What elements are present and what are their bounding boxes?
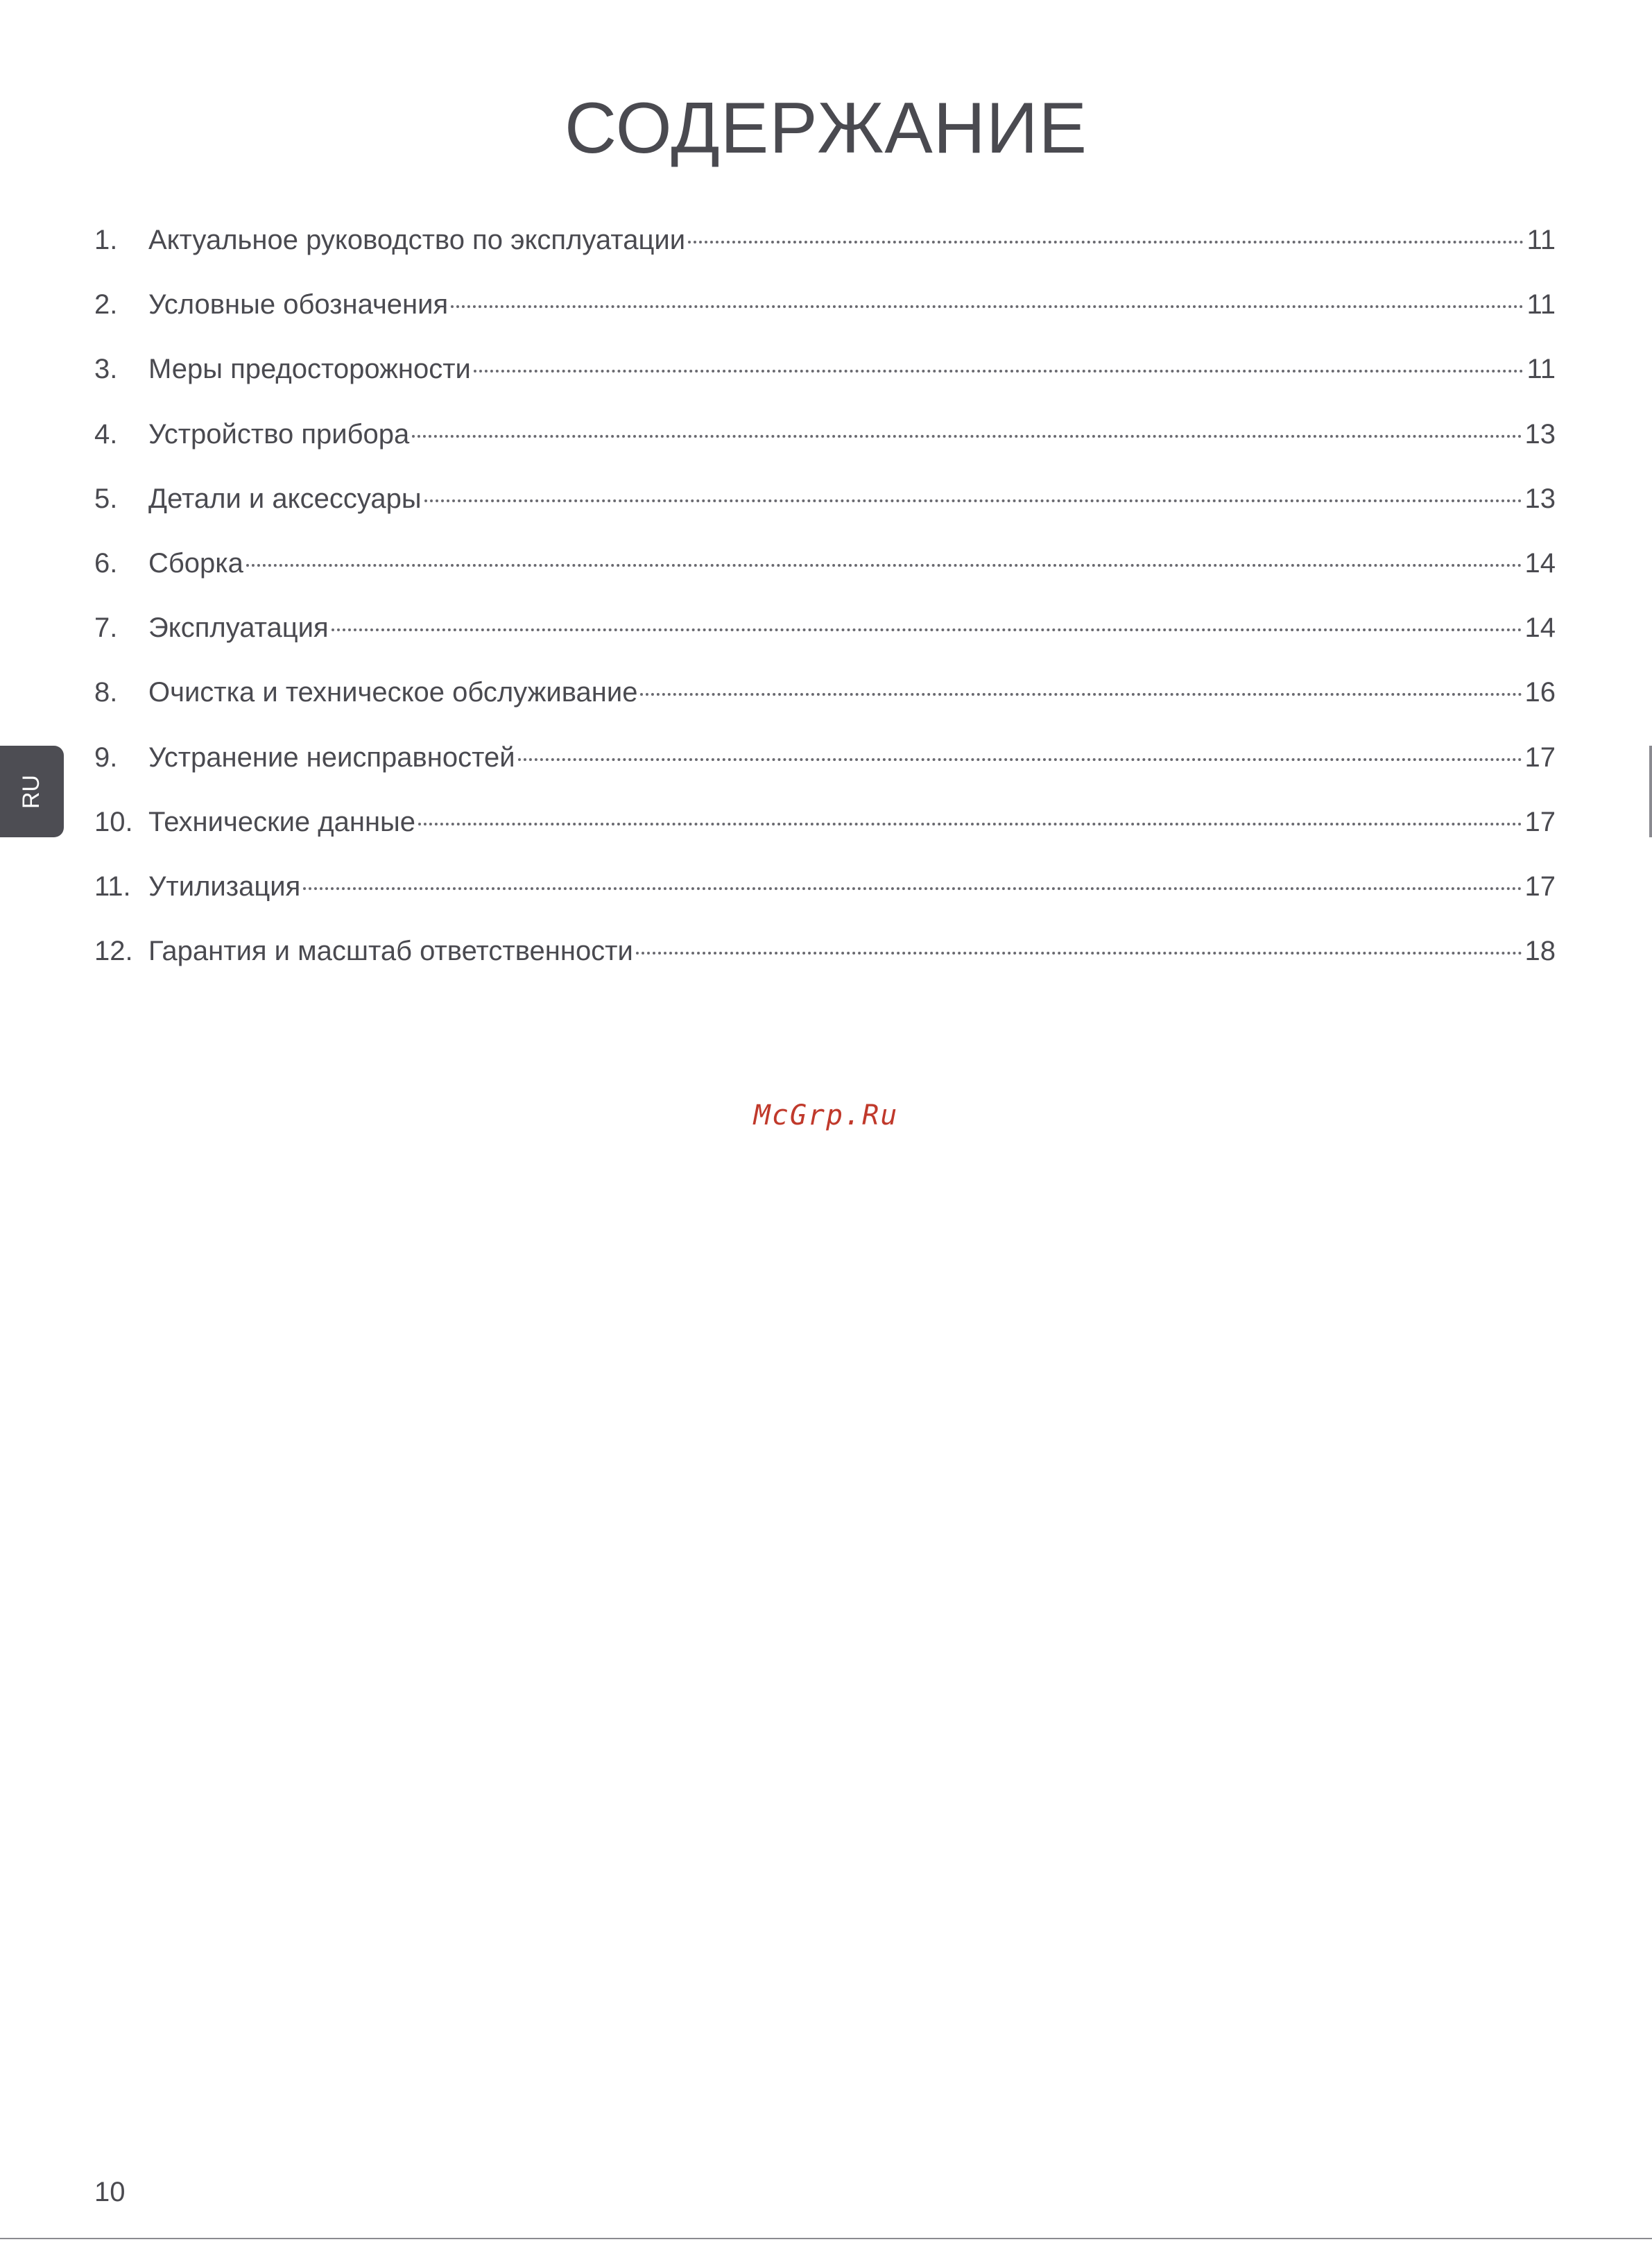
toc-entry-title: Актуальное руководство по эксплуатации [148,225,686,255]
toc-entry-4[interactable] [94,402,1556,467]
toc-entry-title: Технические данные [148,806,416,837]
toc-entry-page: 17 [1524,742,1556,773]
toc-entry-page: 13 [1524,483,1556,514]
toc-entry-11[interactable] [94,855,1556,919]
toc-entry-10[interactable] [94,790,1556,855]
toc-entry-7[interactable] [94,596,1556,660]
dot-leader [518,758,1522,761]
toc-entry-number: 1. [94,225,118,255]
toc-entry-number: 11. [94,871,131,902]
toc-entry-page: 18 [1524,936,1556,967]
dot-leader [424,499,1522,502]
toc-entry-title: Устранение неисправностей [148,742,515,773]
toc-entry-page: 17 [1524,871,1556,902]
toc-entry-number: 9. [94,742,118,773]
toc-entry-title: Сборка [148,547,243,579]
toc-entry-number: 3. [94,354,118,385]
toc-entry-number: 2. [94,289,118,320]
toc-entry-title: Устройство прибора [148,418,410,450]
toc-entry-page: 11 [1526,289,1556,320]
dot-leader [640,693,1522,696]
toc-entry-8[interactable] [94,660,1556,725]
toc-entry-page: 11 [1526,225,1556,255]
dot-leader [303,887,1522,890]
toc-entry-number: 5. [94,483,118,514]
toc-entry-title: Условные обозначения [148,289,449,320]
toc-entry-page: 17 [1524,806,1556,837]
toc-entry-page: 16 [1524,677,1556,708]
toc-entry-12[interactable] [94,919,1556,984]
dot-leader [474,370,1524,373]
toc-entry-title: Очистка и техническое обслуживание [148,677,638,708]
toc-entry-number: 8. [94,677,118,708]
toc-entry-page: 13 [1524,418,1556,450]
toc-entry-title: Эксплуатация [148,613,329,644]
language-tab [0,746,64,837]
dot-leader [688,241,1524,243]
toc-entry-2[interactable] [94,273,1556,337]
toc-entry-9[interactable] [94,726,1556,790]
toc-entry-1[interactable] [94,208,1556,273]
watermark: McGrp.Ru [753,1099,899,1131]
dot-leader [412,435,1522,438]
toc-entry-6[interactable] [94,531,1556,596]
dot-leader [451,305,1524,308]
right-edge-mark [1649,746,1652,837]
table-of-contents [94,208,1556,984]
toc-entry-title: Утилизация [148,871,301,902]
toc-entry-number: 12. [94,936,133,967]
toc-entry-number: 6. [94,547,118,579]
toc-entry-title: Детали и аксессуары [148,483,422,514]
dot-leader [246,564,1522,567]
toc-entry-page: 11 [1526,354,1556,385]
toc-entry-5[interactable] [94,467,1556,531]
toc-entry-page: 14 [1524,547,1556,579]
toc-entry-page: 14 [1524,613,1556,644]
toc-entry-number: 7. [94,613,118,644]
bottom-divider [0,2238,1652,2239]
dot-leader [418,823,1522,825]
toc-entry-3[interactable] [94,337,1556,402]
toc-entry-title: Меры предосторожности [148,354,471,385]
toc-entry-number: 4. [94,418,118,450]
dot-leader [636,952,1522,955]
page-title: СОДЕРЖАНИЕ [564,88,1088,169]
dot-leader [332,628,1522,631]
toc-entry-number: 10. [94,806,133,837]
toc-entry-title: Гарантия и масштаб ответственности [148,936,633,967]
page-number: 10 [94,2177,126,2207]
language-tab-label: RU [18,774,45,809]
